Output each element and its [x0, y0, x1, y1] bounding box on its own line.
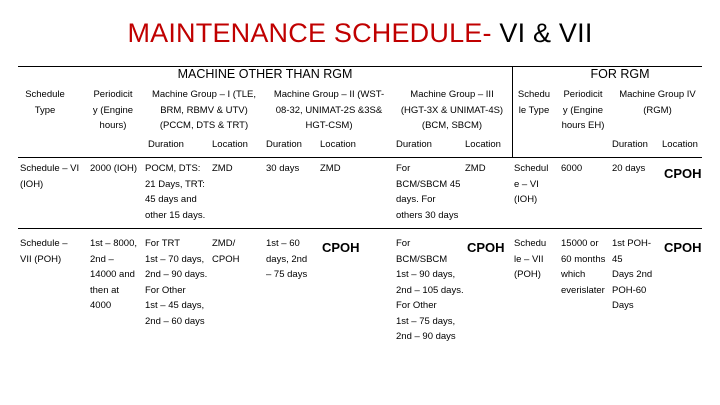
text-line: 1st – 45 days,: [145, 300, 205, 311]
text-line: BCM/SBCM: [396, 253, 448, 265]
text-line: 2000 (IOH): [90, 163, 137, 174]
text-line: hours): [99, 120, 127, 131]
text-line: Schedul: [514, 163, 549, 174]
text-line: 60 months: [561, 253, 606, 265]
text-line: POCM, DTS:: [145, 163, 201, 174]
text-line: HGT-CSM): [305, 120, 353, 131]
row2-schedule: [20, 236, 68, 267]
header-group1: [145, 87, 263, 134]
text-line: BRM, RBMV & UTV): [160, 104, 248, 116]
text-line: 45 days and: [145, 194, 197, 205]
row1-schedule: [20, 161, 79, 192]
row1-g1-duration: [145, 161, 205, 223]
text-line: – 75 days: [266, 269, 308, 280]
header-group3: [394, 87, 510, 134]
text-line: POH-60: [612, 284, 647, 296]
text-line: other 15 days.: [145, 209, 206, 221]
subheader-g1-location: Location: [212, 139, 248, 150]
row2-g3-location: CPOH: [467, 240, 505, 255]
row2-g4-location: CPOH: [664, 240, 702, 255]
row2-g1-location: [212, 236, 239, 267]
subheader-g3-duration: Duration: [396, 139, 432, 150]
text-line: Machine Group IV: [619, 89, 696, 100]
row2-g2-duration: [266, 236, 307, 283]
text-line: le – VII: [514, 253, 544, 265]
group-header-rgm: FOR RGM: [590, 67, 650, 81]
header-group2: [264, 87, 394, 134]
text-line: y (Engine: [92, 104, 134, 116]
subheader-g3-location: Location: [465, 139, 501, 150]
row1-g2-location: [320, 161, 341, 177]
subheader-g2-duration: Duration: [266, 139, 302, 150]
subheader-g4-location: Location: [662, 139, 698, 150]
text-line: 4000: [90, 300, 112, 311]
row2-rgm-schedule: [514, 236, 546, 283]
text-line: 30 days: [266, 163, 300, 174]
text-line: then at: [90, 284, 120, 296]
row1-g1-location: [212, 161, 233, 177]
header-schedule-type: [20, 87, 70, 118]
text-line: ZMD: [465, 163, 486, 174]
text-line: 2nd –: [90, 253, 114, 265]
text-line: 2nd – 90 days.: [145, 269, 208, 280]
text-line: ZMD/: [212, 238, 236, 249]
group-divider: [512, 66, 513, 157]
text-line: days, 2nd: [266, 253, 308, 265]
text-line: Schedule – VI: [20, 163, 80, 174]
text-line: 08-32, UNIMAT-2S &3S&: [275, 104, 383, 116]
text-line: BCM/SBCM 45: [396, 178, 461, 190]
text-line: Days 2nd: [612, 269, 653, 280]
header-group4: [615, 87, 700, 118]
text-line: For TRT: [145, 238, 181, 249]
text-line: 1st – 60: [266, 238, 300, 249]
header-periodicity: [88, 87, 138, 134]
row-divider: [18, 228, 702, 229]
text-line: Machine Group – I (TLE,: [151, 89, 257, 100]
text-line: Schedu: [514, 238, 547, 249]
text-line: Schedu: [517, 89, 551, 100]
text-line: 1st POH-: [612, 238, 652, 249]
row2-rgm-periodicity: [561, 236, 605, 298]
row1-g4-location: CPOH: [664, 166, 702, 181]
text-line: Schedule: [25, 89, 65, 100]
row2-g3-duration: [396, 236, 464, 345]
header-rgm-periodicity: [555, 87, 611, 134]
text-line: Periodicit: [563, 89, 603, 100]
row1-g2-duration: [266, 161, 299, 177]
row2-periodicity: [90, 236, 137, 314]
text-line: 14000 and: [90, 269, 135, 280]
subheader-g4-duration: Duration: [612, 139, 648, 150]
row1-g3-duration: [396, 161, 460, 223]
text-line: Schedule –: [20, 238, 68, 249]
text-line: (POH): [514, 269, 541, 280]
row1-rgm-periodicity: [561, 161, 582, 177]
text-line: Periodicit: [93, 89, 133, 100]
text-line: 45: [612, 253, 623, 265]
text-line: (HGT-3X & UNIMAT-4S): [400, 104, 504, 116]
text-line: For Other: [145, 284, 186, 296]
text-line: Days: [612, 300, 634, 311]
text-line: Type: [34, 104, 56, 116]
text-line: 2nd – 90 days: [396, 331, 456, 342]
text-line: everislater: [561, 284, 605, 296]
row1-g3-location: [465, 161, 486, 177]
text-line: hours EH): [561, 120, 605, 131]
text-line: 15000 or: [561, 238, 599, 249]
text-line: which: [561, 269, 586, 280]
text-line: 1st – 90 days,: [396, 269, 456, 280]
row1-g4-duration: [612, 161, 645, 177]
text-line: Machine Group – III: [410, 89, 494, 100]
text-line: (RGM): [643, 104, 672, 116]
row1-periodicity: [90, 161, 137, 177]
text-line: 2nd – 60 days: [145, 315, 205, 327]
row2-g4-duration: [612, 236, 652, 314]
text-line: 20 days: [612, 163, 646, 174]
header-rgm-schedule: [514, 87, 554, 118]
text-line: others 30 days: [396, 209, 459, 221]
subheader-g2-location: Location: [320, 139, 356, 150]
page-title: MAINTENANCE SCHEDULE- VI & VII: [127, 18, 593, 48]
text-line: 6000: [561, 163, 583, 174]
text-line: ZMD: [320, 163, 341, 174]
text-line: days. For: [396, 194, 436, 205]
text-line: For: [396, 238, 411, 249]
row1-rgm-schedule: [514, 161, 548, 208]
text-line: (IOH): [514, 194, 538, 205]
text-line: (BCM, SBCM): [421, 120, 483, 131]
text-line: le Type: [518, 104, 550, 116]
row2-g1-duration: [145, 236, 207, 329]
text-line: ZMD: [212, 163, 233, 174]
text-line: For Other: [396, 300, 437, 311]
text-line: VII (POH): [20, 253, 62, 265]
text-line: y (Engine: [562, 104, 604, 116]
text-line: For: [396, 163, 411, 174]
text-line: Machine Group – II (WST-: [273, 89, 385, 100]
group-header-other: MACHINE OTHER THAN RGM: [177, 67, 353, 81]
text-line: 1st – 75 days,: [396, 315, 456, 327]
text-line: (IOH): [20, 178, 44, 190]
text-line: e – VI: [514, 178, 539, 190]
text-line: (PCCM, DTS & TRT): [159, 120, 249, 131]
subheader-g1-duration: Duration: [148, 139, 184, 150]
text-line: 1st – 8000,: [90, 238, 138, 249]
row2-g2-location: CPOH: [322, 240, 360, 255]
text-line: 2nd – 105 days.: [396, 284, 464, 296]
table-body-top-border: [18, 157, 702, 158]
text-line: CPOH: [212, 253, 240, 265]
text-line: 21 Days, TRT:: [145, 178, 205, 190]
text-line: 1st – 70 days,: [145, 253, 205, 265]
